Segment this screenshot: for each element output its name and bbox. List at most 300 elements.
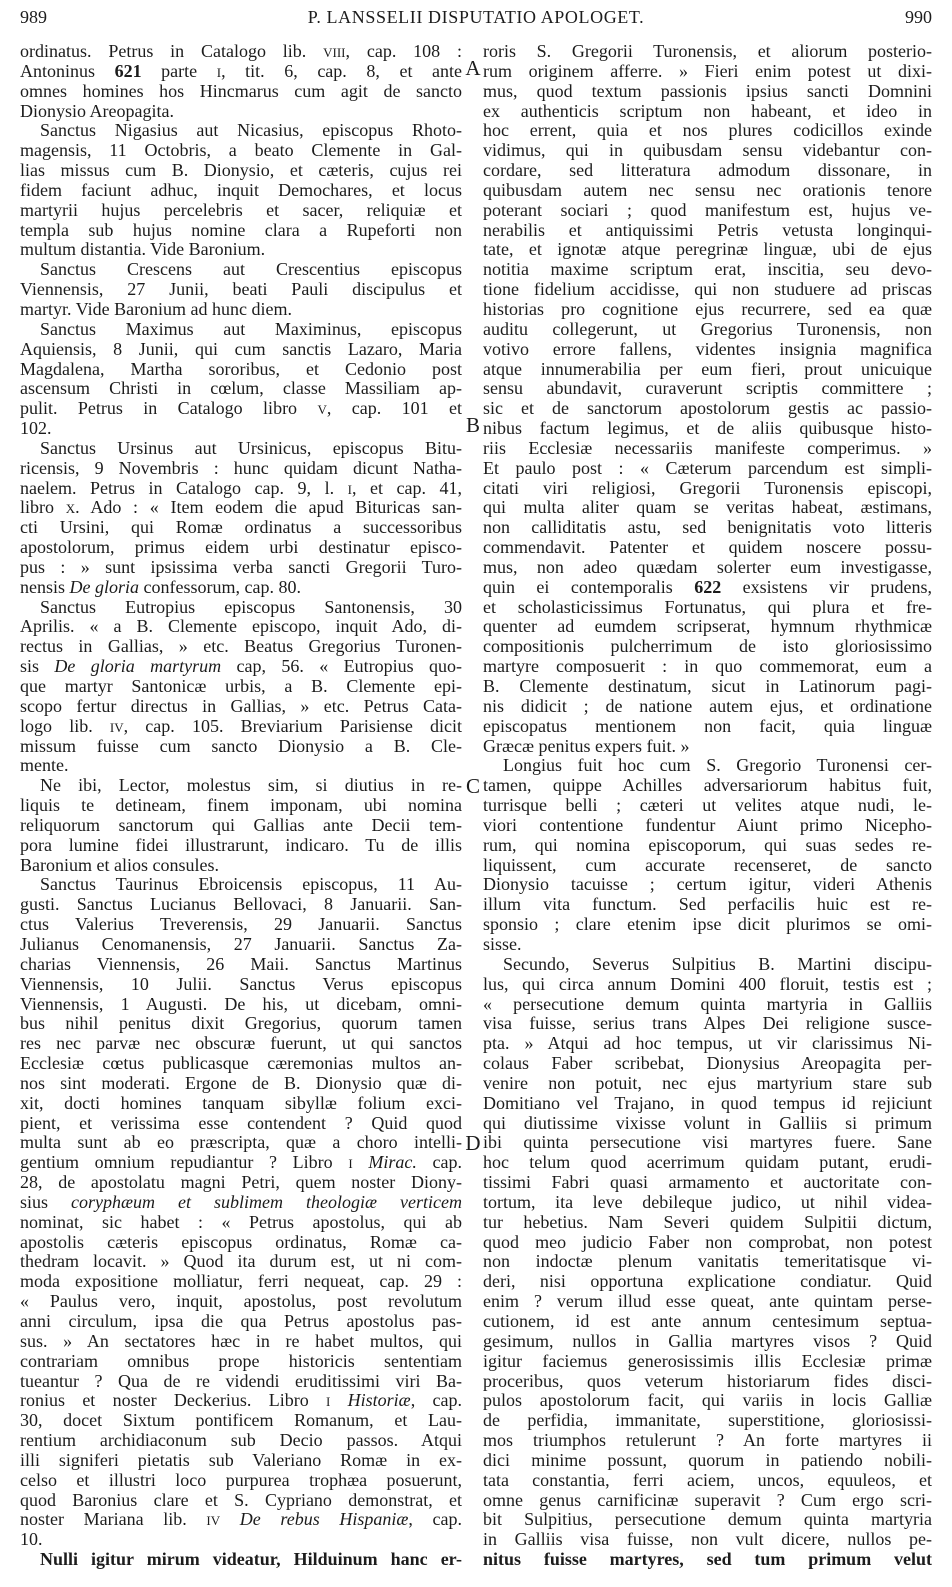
small-caps-text: i [326, 1391, 331, 1411]
text-line [483, 1312, 932, 1332]
text-segment: naelem. Petrus in Catalogo cap. 9, l. [20, 478, 348, 498]
text-line [483, 796, 932, 816]
text-segment: tortum, ita leve debileque judico, ut nihil videa- [483, 1192, 932, 1212]
text-line [483, 280, 932, 300]
text-segment: 10. [20, 1530, 43, 1550]
text-segment: citati viri religiosi, Gregorii Turonensis episcopi, [483, 478, 932, 498]
text-line [483, 1114, 932, 1134]
text-line [483, 756, 932, 776]
text-segment: enim ? verum illud esse queat, ante quintam perse- [483, 1292, 932, 1312]
text-line [483, 121, 932, 141]
text-segment: tur hebetius. Nam Severi quidem Sulpitii dictum, [483, 1212, 932, 1232]
text-line [20, 459, 462, 479]
text-segment: in Galliis visa fuisse, non vult dicere, nullos pe- [483, 1530, 932, 1550]
paragraph [20, 875, 462, 1550]
italic-text: Historiæ [330, 1391, 411, 1411]
text-segment: quenter ad eumdem scripserat, hymnum rhythmicæ [483, 617, 932, 637]
text-segment: , et cap. 41, [351, 478, 462, 498]
text-line [483, 1034, 932, 1054]
text-segment: Longius fuit hoc cum S. Gregorio Turonensi cer- [503, 756, 932, 776]
text-segment: Aquiensis, 8 Junii, qui cum sanctis Lazaro, Maria [20, 339, 462, 359]
paragraph [483, 42, 932, 756]
text-line [20, 558, 462, 578]
text-segment: 102. [20, 419, 52, 439]
text-line [20, 657, 462, 677]
text-segment: nominat, sic habet : « Petrus apostolus, qui ab [20, 1212, 462, 1232]
text-line [483, 360, 932, 380]
text-line [483, 935, 932, 955]
italic-text: De rebus Hispaniæ [220, 1510, 409, 1530]
text-line [20, 1252, 462, 1272]
text-line [483, 439, 932, 459]
text-segment: tamen, quippe Achilles adversariorum habitus fuit, [483, 776, 932, 796]
text-segment: parte [141, 61, 217, 81]
text-segment: Sanctus Taurinus Ebroicensis episcopus, 11 Au- [40, 875, 462, 895]
text-line [20, 379, 462, 399]
paragraph [20, 320, 462, 439]
text-segment: omne genus carnificinæ superavit ? Cum ergo scri- [483, 1490, 932, 1510]
text-line [483, 1173, 932, 1193]
bold-text: Nulli igitur mirum videatur, Hilduinum hanc er- [40, 1550, 462, 1570]
paragraph [483, 955, 932, 1570]
text-line [20, 776, 462, 796]
small-caps-text: i [216, 61, 222, 81]
text-segment: sic et de sanctorum apostolorum gestis ac passio- [483, 399, 932, 419]
text-line [20, 240, 462, 260]
text-line [483, 320, 932, 340]
text-segment: Sanctus Eutropius episcopus Santonensis, 30 [40, 597, 462, 617]
text-line [20, 498, 462, 518]
text-line [20, 181, 462, 201]
text-segment: notitia maxime scriptum erat, inscitia, seu devo- [483, 260, 932, 280]
text-line [483, 102, 932, 122]
text-line [20, 617, 462, 637]
text-line [483, 697, 932, 717]
text-segment: dici minime possunt, quorum in patiendo nobili- [483, 1450, 932, 1470]
margin-marker-a: A [465, 56, 481, 80]
text-segment: contrariam omnibus prope historicis sententiam [20, 1351, 462, 1371]
text-line [20, 1510, 462, 1530]
text-line [483, 1411, 932, 1431]
text-segment: bit Sulpitius, persecutione demum quinta martyria [483, 1510, 932, 1530]
text-line [20, 856, 462, 876]
text-line [20, 598, 462, 618]
text-segment: pient, et verissima esse contendent ? Quid quod [20, 1113, 462, 1133]
text-line [20, 221, 462, 241]
text-segment: votivo errore fallens, videntes insignia magnifica [483, 339, 932, 359]
text-segment: templa sub hujus nomine clara a Rupeforti non [20, 220, 462, 240]
text-line [20, 677, 462, 697]
text-segment: martyre composuerit : in quo commemorat, eum a [483, 657, 932, 677]
text-segment: quod Baronius clare et S. Cypriano demonstrat, et [20, 1490, 462, 1510]
text-line [20, 756, 462, 776]
text-segment: pora lumine fidei illustrarunt, indicaro. Tu de illis [20, 835, 462, 855]
text-segment: mus, quod textum passionis ipsius sancti Domnini [483, 81, 932, 101]
text-segment: visa fuisse, serius trans Alpes Dei religione susce- [483, 1014, 932, 1034]
text-line [483, 1252, 932, 1272]
text-segment: quibusdam autem nec sensu nec orationis tenore [483, 180, 932, 200]
text-segment: 28, de apostolatu magni Petri, quem noster Diony- [20, 1173, 462, 1193]
text-line [483, 995, 932, 1015]
text-segment: Dionysio Areopagita. [20, 101, 174, 121]
text-line [483, 1530, 932, 1550]
text-line [483, 836, 932, 856]
text-segment: qui diutissime vixisse volunt in Galliis si primum [483, 1113, 932, 1133]
text-segment: liquis te detineam, finem imponam, ubi nomina [20, 796, 462, 816]
text-line [483, 181, 932, 201]
text-line [483, 62, 932, 82]
text-segment: Baronium et alios consules. [20, 855, 219, 875]
text-line [20, 518, 462, 538]
text-segment: tata constantia, ferri aciem, uncos, equuleos, et [483, 1470, 932, 1490]
text-line [20, 1153, 462, 1173]
text-line [483, 1471, 932, 1491]
text-segment: res nec parvæ nec obscuræ fuerunt, ut qui sanctos [20, 1034, 462, 1054]
text-segment: proceribus, quos veterum historiarum fides disci- [483, 1371, 932, 1391]
text-segment: . Ado : « Item eodem die apud Bituricas san- [75, 498, 462, 518]
text-segment: colaus Faber scribebat, Dionysius Areopagita per- [483, 1054, 932, 1074]
text-segment: viori contentione fundentur Aiunt primo Nicepho- [483, 815, 932, 835]
text-segment: 30, docet Sixtum pontificem Romanum, et Lau- [20, 1411, 462, 1431]
text-line [483, 141, 932, 161]
text-segment: celso et illustri loco purpurea trophæa posuerunt, [20, 1470, 462, 1490]
small-caps-text: x [65, 498, 76, 518]
text-segment: pta. » Atqui ad hoc tempus, ut vir clarissimus Ni- [483, 1034, 932, 1054]
text-segment: bus nihil penitus dixit Gregorius, quorum tamen [20, 1014, 462, 1034]
text-segment: nos sint moderati. Ergone de B. Dionysio quæ di- [20, 1073, 462, 1093]
text-segment: Viennensis, 27 Junii, beati Pauli discipulus et [20, 280, 462, 300]
text-segment: et scholasticissimus Fortunatus, qui plura et fre- [483, 597, 932, 617]
text-segment: compositionis pulcherrimum de isto gloriosissimo [483, 637, 932, 657]
text-line [483, 201, 932, 221]
text-segment: ricensis, 9 Novembris : hunc quidam dicunt Natha- [20, 458, 462, 478]
text-segment: Domitiano vel Trajano, in quod tempus id rejiciunt [483, 1093, 932, 1113]
text-line [483, 1352, 932, 1372]
text-segment: ibi quinta persecutione visi martyres fuere. Sane [483, 1133, 932, 1153]
text-line [20, 1530, 462, 1550]
paragraph [20, 439, 462, 598]
text-line [20, 1272, 462, 1292]
text-segment: Julianus Cenomanensis, 27 Januarii. Sanctus Za- [20, 934, 462, 954]
text-segment: igitur faciemus generosissimis illis Ecclesiæ primæ [483, 1351, 932, 1371]
text-segment: multa sunt ab eo præscripta, quæ a choro intelli- [20, 1133, 462, 1153]
text-segment: missum fuisse cum sancto Dionysio a B. Cle- [20, 736, 462, 756]
text-segment: cap. [416, 1153, 462, 1173]
italic-text: De gloria [69, 577, 139, 597]
text-line [20, 141, 462, 161]
text-segment: omnes homines hos Hincmarus cum agit de sancto [20, 81, 462, 101]
text-segment: xit, docti homines tanquam sibyllæ folium exci- [20, 1093, 462, 1113]
text-segment: Sanctus Ursinus aut Ursinicus, episcopus Bitu- [40, 438, 462, 458]
text-segment: turrisque belli ; cæteri ut velites atque nudi, le- [483, 796, 932, 816]
text-segment: ordinatus. Petrus in Catalogo lib. [20, 42, 324, 61]
text-line [20, 260, 462, 280]
text-segment: historias pro cognitione ejus recurrere, sed ea quæ [483, 299, 932, 319]
text-line [483, 816, 932, 836]
text-line [483, 379, 932, 399]
text-segment: libro [20, 498, 66, 518]
text-line [20, 717, 462, 737]
text-line [483, 657, 932, 677]
text-line [483, 895, 932, 915]
text-line [20, 1054, 462, 1074]
text-line [20, 816, 462, 836]
text-line [20, 697, 462, 717]
text-segment: auditu collegerunt, ut Gregorius Turonensis, non [483, 319, 932, 339]
paragraph [20, 121, 462, 260]
text-segment: moda expositione molliatur, ferri nequeat, cap. 29 : [20, 1272, 462, 1292]
text-line [20, 955, 462, 975]
small-caps-text: viii [323, 42, 346, 61]
text-segment: lias missus cum B. Dionysio, et cæteris, cujus rei [20, 161, 462, 181]
text-segment: pulit. Petrus in Catalogo libro [20, 399, 318, 419]
text-segment: de perfidia, immanitate, superstitione, gloriosissi- [483, 1411, 932, 1431]
margin-marker-c: C [465, 774, 480, 798]
text-line [20, 1431, 462, 1451]
text-line [20, 895, 462, 915]
text-segment: gentium omnium repudiantur ? Libro [20, 1153, 349, 1173]
text-segment: Sanctus Maximus aut Maximinus, episcopus [40, 319, 462, 339]
text-line [20, 280, 462, 300]
text-line [483, 1054, 932, 1074]
text-segment: illi signiferi pietatis sub Valeriano Romæ in ex- [20, 1450, 462, 1470]
text-segment: rentium archidiaconum sub Decio passos. Atqui [20, 1431, 462, 1451]
text-segment: martyrii hujus percelebris et sacer, reliquiæ et [20, 200, 462, 220]
italic-text: coryphæum et sublimem theologiæ verticem [71, 1192, 462, 1212]
text-line [483, 975, 932, 995]
text-line [483, 240, 932, 260]
text-segment: B. Clemente destinatum, sicut in Latinorum pagi- [483, 677, 932, 696]
text-segment: fidem faciunt adhuc, inquit Demochares, et locus [20, 180, 462, 200]
text-line [483, 617, 932, 637]
text-line [483, 1153, 932, 1173]
text-segment: pulos apostolorum facit, qui variis in locis Galliæ [483, 1391, 932, 1411]
text-segment: ex authenticis scriptum non habeant, et ideo in [483, 101, 932, 121]
text-line [20, 1550, 462, 1570]
text-line [483, 1451, 932, 1471]
text-line [483, 300, 932, 320]
text-line [483, 260, 932, 280]
text-line [483, 875, 932, 895]
text-line [483, 1272, 932, 1292]
text-segment: non calliditatis astu, sed benignitatis voto litteris [483, 518, 932, 538]
bold-text: 622 [694, 577, 722, 597]
paragraph [20, 776, 462, 875]
text-line [20, 1451, 462, 1471]
text-segment: scopo fertur directus in Gallias, » etc. Petrus Cata- [20, 696, 462, 716]
text-line [20, 1332, 462, 1352]
text-segment: pus : » sunt ipsissima verba sancti Gregorii Turo- [20, 557, 462, 577]
left-column [20, 42, 462, 1570]
text-segment: rectus in Gallias, » etc. Beatus Gregorius Turonen- [20, 637, 462, 657]
text-line [483, 479, 932, 499]
text-line [20, 1471, 462, 1491]
text-segment: « persecutione demum quinta martyria in Galliis [483, 994, 932, 1014]
text-segment: gusti. Sanctus Lucianus Bellovaci, 8 Januarii. San- [20, 895, 462, 915]
text-line [483, 1133, 932, 1153]
text-segment: thedram locavit. » Quod ita durum est, ut ni com- [20, 1252, 462, 1272]
text-line [20, 320, 462, 340]
text-segment: hoc errent, quia et nos plures codicillos exinde [483, 121, 932, 141]
text-segment: cordare, sed litteratura admodum dissonare, in [483, 161, 932, 181]
text-line [20, 975, 462, 995]
text-segment: illum vita functum. Sed perfacilis huic est re- [483, 895, 932, 915]
text-line [20, 935, 462, 955]
text-line [483, 598, 932, 618]
text-line [483, 578, 932, 598]
text-line [483, 1491, 932, 1511]
text-segment: « Paulus vero, inquit, apostolus, post revolutum [20, 1292, 462, 1312]
small-caps-text: i [347, 478, 352, 498]
text-line [483, 1094, 932, 1114]
text-segment: cutionem, id est ante annum centesimum septua- [483, 1312, 932, 1331]
bold-text: nitus fuisse martyres, sed tum primum velut [483, 1550, 932, 1570]
text-line [20, 1292, 462, 1312]
text-segment: Ne ibi, Lector, molestus sim, si diutius in re- [40, 776, 462, 796]
text-segment: confessorum, cap. 80. [139, 577, 301, 597]
text-line [20, 161, 462, 181]
text-line [20, 538, 462, 558]
text-line [483, 1550, 932, 1570]
text-segment: , cap. [410, 1391, 462, 1411]
text-segment: , tit. 6, cap. 8, et ante [221, 61, 462, 81]
text-line [483, 637, 932, 657]
text-segment: commendavit. Patenter et quidem noscere possu- [483, 538, 932, 558]
text-segment: noster Mariana lib. [20, 1510, 207, 1530]
text-segment: sis [20, 657, 55, 677]
text-segment: ronius et noster Deckerius. Libro [20, 1391, 327, 1411]
text-segment: nensis [20, 577, 70, 597]
text-segment: reliquorum sanctorum qui Gallias ante Decii tem- [20, 815, 462, 835]
text-segment: ctus Valerius Treverensis, 29 Januarii. Sanctus [20, 915, 462, 935]
text-line [483, 82, 932, 102]
text-segment: anni circulum, ipsa die qua Petrus apostolus pas- [20, 1312, 462, 1331]
running-title: P. LANSSELII DISPUTATIO APOLOGET. [307, 7, 645, 27]
text-segment: Magdalena, Martha sororibus, et Cedonio post [20, 359, 462, 379]
small-caps-text: iv [206, 1510, 221, 1530]
text-line [20, 915, 462, 935]
text-line [20, 1114, 462, 1134]
text-segment: nerabilis et antiquissimi Petris vetusta longinqui- [483, 220, 932, 240]
text-segment: tueantur ? Qua de re videndi eruditissimi viri Ba- [20, 1371, 462, 1391]
text-segment: tissimi Fabri quasi armamento et auctoritate con- [483, 1173, 932, 1193]
text-line [483, 1014, 932, 1034]
italic-text: De gloria martyrum [54, 657, 222, 677]
text-line [20, 439, 462, 459]
text-segment: , cap. 105. Breviarium Parisiense dicit [123, 716, 462, 736]
text-segment: martyr. Vide Baronium ad hunc diem. [20, 299, 293, 319]
text-line [483, 498, 932, 518]
paragraph [20, 260, 462, 320]
text-segment: gesimum, nullos in Gallia martyres visos ? Quid [483, 1331, 932, 1351]
text-line [20, 121, 462, 141]
text-line [483, 558, 932, 578]
text-line [20, 82, 462, 102]
text-line [20, 836, 462, 856]
text-line [20, 201, 462, 221]
text-line [20, 637, 462, 657]
text-line [483, 538, 932, 558]
paragraph [20, 1550, 462, 1570]
text-line [483, 776, 932, 796]
text-segment: vidimus, qui in quibusdam sensu videbantur con- [483, 141, 932, 161]
text-line [483, 1292, 932, 1312]
text-line [483, 856, 932, 876]
text-line [483, 1074, 932, 1094]
text-segment: mus, non adeo quædam solerter eum investigasse, [483, 557, 932, 577]
text-segment: Ecclesiæ cœtus publicasque cæremonias multos an- [20, 1054, 462, 1074]
text-line [20, 399, 462, 419]
text-segment: Sanctus Crescens aut Crescentius episcopus [40, 260, 462, 280]
text-segment: deri, nisi opportuna explicatione condiatur. Quid [483, 1272, 932, 1292]
text-line [483, 677, 932, 697]
text-line [483, 1391, 932, 1411]
text-line [20, 1094, 462, 1114]
paragraph [20, 42, 462, 121]
text-segment: sisse. [483, 934, 522, 954]
text-segment: Viennensis, 10 Julii. Sanctus Verus episcopus [20, 974, 462, 994]
text-segment: mos triumphos retulerunt ? An forte martyres ii [483, 1431, 932, 1451]
text-segment: Et paulo post : « Cæterum parcendum est simpli- [483, 458, 932, 478]
text-segment: episcopatus mentionem non facit, quia linguæ [483, 716, 932, 736]
text-line [20, 1014, 462, 1034]
margin-marker-b: B [465, 413, 480, 437]
text-line [483, 340, 932, 360]
small-caps-text: v [317, 399, 327, 419]
text-line [483, 459, 932, 479]
text-line [20, 62, 462, 82]
text-line [483, 955, 932, 975]
text-line [20, 737, 462, 757]
text-segment: charias Viennensis, 26 Maii. Sanctus Martinus [20, 954, 462, 974]
bold-text: 621 [114, 61, 142, 81]
text-segment: Sanctus Nigasius aut Nicasius, episcopus Rhoto- [40, 121, 462, 141]
text-segment: Secundo, Severus Sulpitius B. Martini discipu- [503, 954, 932, 974]
text-line [20, 1173, 462, 1193]
text-line [20, 1372, 462, 1392]
text-line [20, 1352, 462, 1372]
text-line [20, 340, 462, 360]
text-segment: , cap. 101 et [326, 399, 462, 419]
text-line [20, 360, 462, 380]
text-line [20, 1074, 462, 1094]
text-line [483, 399, 932, 419]
text-segment: qui multa aliter quam se veritas habeat, æstimans, [483, 498, 932, 518]
page-number-right: 990 [905, 7, 932, 27]
text-segment: rum originem afferre. » Fieri enim potest ut dixi- [483, 61, 932, 81]
text-segment: quin ei contemporalis [483, 577, 695, 597]
text-segment: poterant sociari ; quod manifestum est, hujus ve- [483, 200, 932, 220]
text-segment: sensu abundavit, curaverunt scriptis committere ; [483, 379, 932, 399]
text-segment: lus, qui circa annum Domini 400 floruit, testis est ; [483, 974, 932, 994]
text-line [20, 300, 462, 320]
text-line [20, 42, 462, 62]
text-line [483, 737, 932, 757]
text-segment: nibus factum legimus, et de aliis quibusque histo- [483, 419, 932, 439]
text-line [483, 1372, 932, 1392]
text-line [20, 1193, 462, 1213]
text-segment: ascensum Christi in cœlum, classe Massiliam ap- [20, 379, 462, 399]
text-line [483, 419, 932, 439]
text-segment: roris S. Gregorii Turonensis, et aliorum posterio- [483, 42, 932, 61]
italic-text: Mirac. [352, 1153, 417, 1173]
text-line [20, 995, 462, 1015]
text-segment: Græcæ penitus expers fuit. » [483, 736, 690, 756]
text-segment: Dionysio tacuisse ; certum igitur, videri Athenis [483, 875, 932, 895]
text-segment: sponsio ; clare etenim ipse dicit plurimos se omi- [483, 915, 932, 935]
text-segment: sius [20, 1192, 72, 1212]
text-segment: tate, et ignotæ atque peregrinæ linguæ, ubi de ejus [483, 240, 932, 260]
